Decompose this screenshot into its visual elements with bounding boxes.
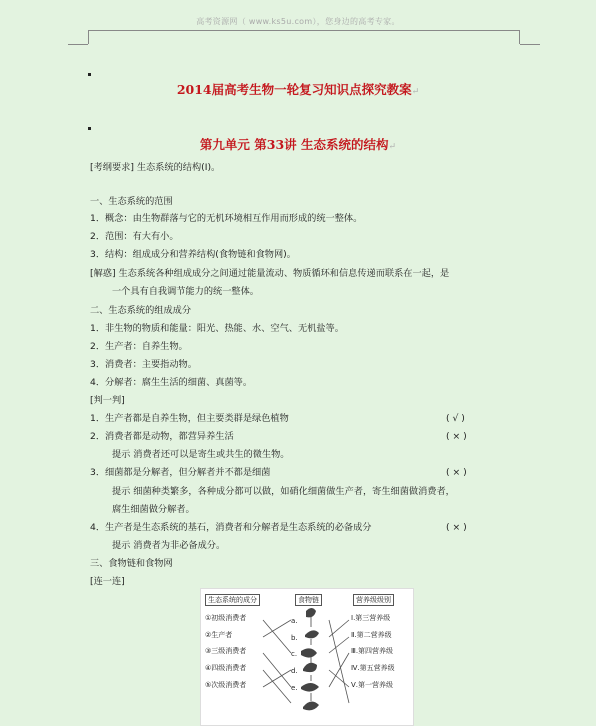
- judgment-mark: ( × ): [446, 431, 467, 442]
- judgment-mark: ( × ): [446, 522, 467, 533]
- diagram-trophic-item: Ⅲ.第四营养级: [351, 647, 394, 655]
- text-line: 腐生细菌做分解者。: [112, 504, 195, 515]
- text-line: 提示 消费者还可以是寄生或共生的微生物。: [112, 449, 290, 460]
- diagram-chain-letter: c.: [291, 650, 298, 658]
- text-line: 1．概念：由生物群落与它的无机环境相互作用而形成的统一整体。: [90, 213, 363, 224]
- diagram-lines: [201, 589, 413, 725]
- text-line: 2．消费者都是动物，都营异养生活: [90, 431, 234, 442]
- text-line: 三、食物链和食物网: [90, 558, 173, 569]
- diagram-component-item: ②生产者: [205, 631, 233, 639]
- crop-mark-left: [68, 44, 88, 45]
- diagram-trophic-item: Ⅱ.第二营养级: [351, 631, 392, 639]
- diagram-header-components: 生态系统的成分: [205, 594, 260, 606]
- text-line: 3．消费者：主要指动物。: [90, 359, 197, 370]
- text-line: 提示 细菌种类繁多，各种成分都可以做，如硝化细菌做生产者，寄生细菌做消费者，: [112, 486, 455, 497]
- diagram-chain-letter: a.: [291, 617, 298, 625]
- text-line: 4．分解者：腐生生活的细菌、真菌等。: [90, 377, 253, 388]
- diagram-component-item: ①初级消费者: [205, 614, 247, 622]
- diagram-trophic-item: Ⅳ.第五营养级: [351, 664, 395, 672]
- diagram-chain-letter: d.: [291, 667, 298, 675]
- text-line: 3．细菌都是分解者，但分解者并不都是细菌: [90, 467, 271, 478]
- diagram-chain-letter: e.: [291, 684, 298, 692]
- text-line: 1．生产者都是自养生物，但主要类群是绿色植物: [90, 413, 289, 424]
- text-line: [考纲要求] 生态系统的结构(Ⅰ)。: [90, 162, 221, 173]
- text-line: [判一判]: [90, 395, 125, 406]
- diagram-trophic-item: Ⅰ.第三营养级: [351, 614, 391, 622]
- bullet-1: [88, 73, 91, 76]
- diagram-chain-letter: b.: [291, 634, 298, 642]
- text-line: 二、生态系统的组成成分: [90, 305, 192, 316]
- text-line: 4．生产者是生态系统的基石，消费者和分解者是生态系统的必备成分: [90, 522, 372, 533]
- document-subtitle: 第九单元 第33讲 生态系统的结构↵: [199, 137, 397, 152]
- diagram-header-food-chain: 食物链: [295, 594, 322, 606]
- header-rule: [88, 30, 520, 31]
- diagram-trophic-item: Ⅴ.第一营养级: [351, 681, 394, 689]
- diagram-component-item: ④四级消费者: [205, 664, 247, 672]
- text-line: [解惑] 生态系统各种组成成分之间通过能量流动、物质循环和信息传递而联系在一起，是: [90, 268, 450, 279]
- crop-mark-right: [520, 44, 540, 45]
- judgment-mark: ( × ): [446, 467, 467, 478]
- bullet-2: [88, 127, 91, 130]
- text-line: 2．范围：有大有小。: [90, 231, 179, 242]
- judgment-mark: ( √ ): [446, 413, 465, 424]
- header-watermark: 高考资源网（ www.ks5u.com），您身边的高考专家。: [196, 17, 400, 26]
- text-line: 2．生产者：自养生物。: [90, 341, 188, 352]
- header-rule-right: [519, 30, 520, 44]
- document-title: 2014届高考生物一轮复习知识点探究教案↵: [176, 82, 420, 97]
- header-rule-left: [88, 30, 89, 44]
- text-line: 提示 消费者为非必备成分。: [112, 540, 226, 551]
- food-chain-diagram: [200, 588, 414, 726]
- text-line: [连一连]: [90, 576, 125, 587]
- diagram-header-trophic-level: 营养级级别: [353, 594, 394, 606]
- text-line: 一个具有自我调节能力的统一整体。: [112, 286, 259, 297]
- diagram-component-item: ⑤次级消费者: [205, 681, 247, 689]
- diagram-component-item: ③三级消费者: [205, 647, 247, 655]
- text-line: 一、生态系统的范围: [90, 196, 173, 207]
- text-line: 1．非生物的物质和能量：阳光、热能、水、空气、无机盐等。: [90, 323, 344, 334]
- text-line: 3．结构：组成成分和营养结构(食物链和食物网)。: [90, 249, 296, 260]
